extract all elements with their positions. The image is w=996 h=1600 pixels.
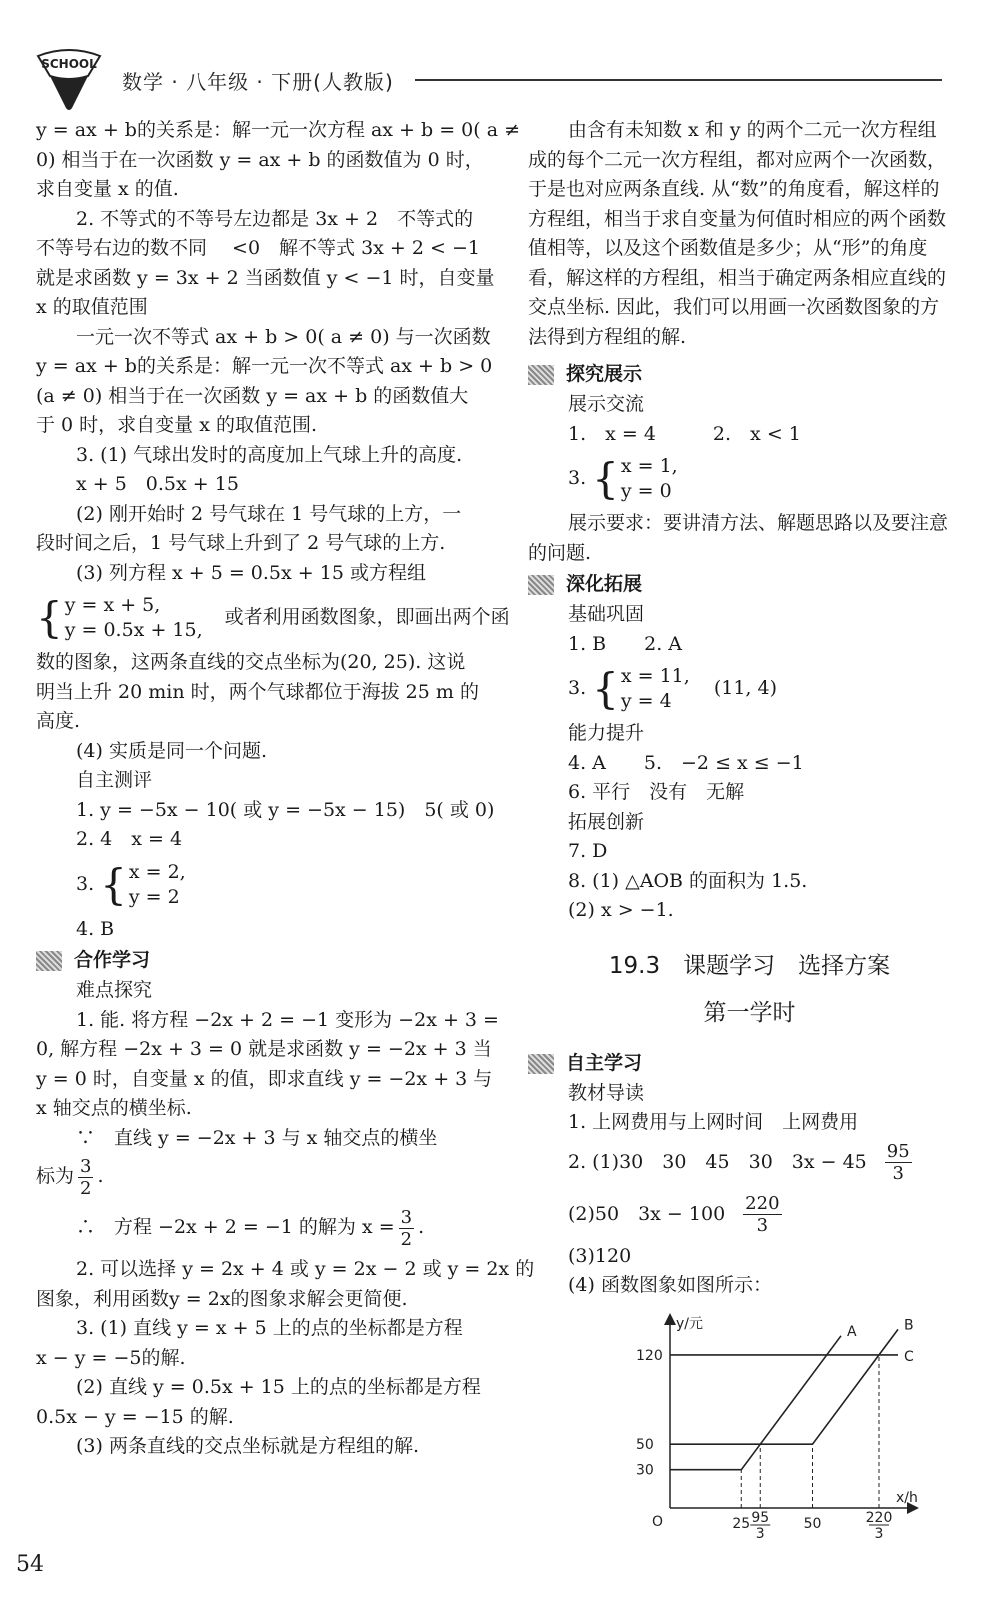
x-tick-label: 3 [874,1526,884,1542]
school-badge-icon [30,42,108,112]
equation-system: { x = 2, y = 2 [100,859,186,909]
text-line: (2) x > −1. [568,899,674,921]
text-line: 1. B 2. A [568,632,683,655]
header-title: 数学 · 八年级 · 下册(人教版) [122,70,394,94]
text-line: 于 0 时，求自变量 x 的取值范围. [36,414,318,436]
subheading: 能力提升 [568,722,645,744]
text-line: 7. D [568,840,608,862]
text-line: 不等号右边的数不同 <0 解不等式 3x + 2 < −1 [36,237,480,259]
text-line: 就是求函数 y = 3x + 2 当函数值 y < −1 时，自变量 [36,266,495,289]
text-line: x + 5 0.5x + 15 [76,473,239,495]
text-line: y = ax + b的关系是：解一元一次不等式 ax + b > 0 [36,355,493,377]
subheading: 自主测评 [76,769,153,791]
text-line: 2. 4 x = 4 [76,828,183,850]
section-heading-self: 自主学习 [528,1047,971,1079]
text-line: 0, 解方程 −2x + 3 = 0 就是求函数 y = −2x + 3 当 [36,1038,492,1060]
fraction: $\frac{3}{2}$ [400,1206,413,1250]
text-line: 求自变量 x 的值. [36,178,179,200]
text-line: 看，解这样的方程组，相当于确定两条相应直线的 [528,266,947,289]
text-line: 由含有未知数 x 和 y 的两个二元一次方程组 [568,119,937,141]
right-column [528,116,971,1301]
section-marker-icon [36,951,62,971]
equation: x = 1, [620,455,678,477]
section-heading-coop: 合作学习 [36,944,484,976]
x-tick-label: 220 [865,1510,893,1526]
lesson-title: 第一学时 [703,1000,796,1026]
text-line: 4. A 5. −2 ≤ x ≤ −1 [568,751,804,774]
series-line-B [670,1329,898,1444]
x-tick-label: 50 [803,1516,822,1532]
x-axis-label: x/h [896,1490,918,1506]
text-line: 0.5x − y = −15 的解. [36,1405,234,1428]
subheading: 拓展创新 [568,810,645,833]
fraction: $\frac{95}{3}$ [886,1141,910,1184]
section-marker-icon [528,365,554,385]
equation-system-line [36,588,510,648]
header-rule [415,79,942,81]
text-line: 明当上升 20 min 时，两个气球都位于海拔 25 m 的 [36,680,479,703]
subheading: 难点探究 [76,979,153,1001]
text-line: ∵ 直线 y = −2x + 3 与 x 轴交点的横坐 [76,1126,438,1149]
text-line: 6. 平行 没有 无解 [568,781,745,803]
text-line: (2) 直线 y = 0.5x + 15 上的点的坐标都是方程 [76,1376,481,1398]
function-graph-svg [612,1308,972,1588]
section-heading-explore: 探究展示 [528,358,971,390]
text-line: 1. 能. 将方程 −2x + 2 = −1 变形为 −2x + 3 = [76,1008,499,1031]
equation: y = x + 5, [64,594,161,616]
page-number: 54 [16,1552,44,1577]
chapter-title: 19.3 课题学习 选择方案 [608,952,891,979]
text-line: 1. 上网费用与上网时间 上网费用 [568,1111,859,1133]
text-line: (4) 函数图象如图所示： [568,1274,772,1296]
subheading: 基础巩固 [568,603,645,625]
text-line: x − y = −5的解. [36,1346,186,1369]
section-heading-deepen: 深化拓展 [528,568,971,600]
equation: y = 4 [620,690,672,712]
series-line-A [670,1336,841,1470]
series-label-A: A [847,1323,857,1340]
text-line: (4) 实质是同一个问题. [76,739,267,762]
text-line: 3. (1) 直线 y = x + 5 上的点的坐标都是方程 [76,1317,463,1339]
text-line: 高度. [36,710,81,732]
text-line: 方程组，相当于求自变量为何值时相应的两个函数 [528,207,947,230]
subheading: 展示交流 [568,393,645,415]
text-fragment: 或者利用函数图象，即画出两个函 [224,606,510,629]
text-line: 成的每个二元一次方程组，都对应两个一次函数， [528,148,947,171]
equation-system: { x = 1, y = 0 [592,454,678,503]
text-line: 交点坐标. 因此，我们可以用画一次函数图象的方 [528,296,940,318]
text-line: 值相等，以及这个函数值是多少；从“形”的角度 [528,237,928,259]
text-line: 1. x = 4 2. x < 1 [568,422,801,445]
text-line: (3) 两条直线的交点坐标就是方程组的解. [76,1435,419,1457]
fraction-line: ∴ 方程 −2x + 2 = −1 的解为 x = $\frac{3}{2}$ . [76,1206,425,1250]
origin-label: O [652,1514,664,1530]
text-line: 图象，利用函数y = 2x的图象求解会更简便. [36,1287,408,1310]
text-line: x 轴交点的横坐标. [36,1097,192,1119]
text-line: 0) 相当于在一次函数 y = ax + b 的函数值为 0 时， [36,148,484,171]
text-line: (3)120 [568,1244,632,1267]
y-tick-label: 50 [636,1437,654,1454]
fraction-line: (2)50 3x − 100 $\frac{220}{3}$ [568,1193,780,1236]
text-line: 1. y = −5x − 10( 或 y = −5x − 15) 5( 或 0) [76,798,495,821]
x-tick-label: 3 [755,1526,765,1542]
left-column [36,116,535,1462]
function-graph [612,1308,972,1588]
fraction-line: 2. (1)30 30 45 30 3x − 45 $\frac{95}{3}$ [568,1141,910,1184]
section-marker-icon [528,575,554,595]
equation: y = 2 [128,885,180,908]
equation: y = 0.5x + 15, [64,619,203,641]
equation-system: { y = x + 5, y = 0.5x + 15, [36,593,203,642]
text-line: 4. B [76,917,115,940]
svg-text:SCHOOL: SCHOOL [41,57,97,71]
y-tick-label: 120 [636,1347,663,1364]
page-header [0,0,996,110]
equation: x = 11, [620,665,690,687]
text-line: (a ≠ 0) 相当于在一次函数 y = ax + b 的函数值大 [36,384,469,407]
equation: x = 2, [128,860,186,883]
subheading: 教材导读 [568,1081,645,1104]
text-line: 8. (1) △AOB 的面积为 1.5. [568,869,808,892]
text-line: (2) 刚开始时 2 号气球在 1 号气球的上方，一 [76,502,462,525]
series-label-C: C [904,1348,914,1365]
y-tick-label: 30 [636,1462,654,1479]
equation: y = 0 [620,480,672,502]
text-line: 的问题. [528,541,592,564]
text-line: 2. 不等式的不等号左边都是 3x + 2 不等式的 [76,207,474,230]
text-line: 一元一次不等式 ax + b > 0( a ≠ 0) 与一次函数 [76,325,491,348]
x-tick-label: 25 [732,1516,751,1532]
fraction: $\frac{3}{2}$ [80,1155,92,1199]
y-axis-label: y/元 [676,1316,704,1332]
text-line: 展示要求：要讲清方法、解题思路以及要注意 [568,512,949,534]
equation-system: { x = 11, y = 4 [592,664,690,713]
text-line: 2. 可以选择 y = 2x + 4 或 y = 2x − 2 或 y = 2x 的 [76,1258,535,1280]
equation-system-line: 3. { x = 11, y = 4 (11, 4) [568,664,777,713]
item-number: 3. [76,872,95,895]
text-line: 于是也对应两条直线. 从“数”的角度看，解这样的 [528,178,940,200]
text-line: x 的取值范围 [36,296,148,318]
fraction: $\frac{220}{3}$ [745,1193,780,1236]
series-label-B: B [904,1317,914,1334]
section-marker-icon [528,1054,554,1074]
text-line: 段时间之后，1 号气球上升到了 2 号气球的上方. [36,532,446,554]
text-line: 3. (1) 气球出发时的高度加上气球上升的高度. [76,443,463,466]
text-line: y = 0 时，自变量 x 的值，即求直线 y = −2x + 3 与 [36,1067,493,1090]
equation-system-line: 3. { x = 1, y = 0 [568,454,678,503]
text-line: 法得到方程组的解. [528,325,687,348]
x-tick-label: 95 [751,1510,770,1526]
text-line: y = ax + b的关系是：解一元一次方程 ax + b = 0( a ≠ [36,119,521,141]
text-line: 数的图象，这两条直线的交点坐标为(20, 25). 这说 [36,651,466,673]
text-line: (3) 列方程 x + 5 = 0.5x + 15 或方程组 [76,561,426,584]
equation-system-line [36,855,484,915]
fraction-line: 标为 $\frac{3}{2}$ . [36,1155,104,1199]
